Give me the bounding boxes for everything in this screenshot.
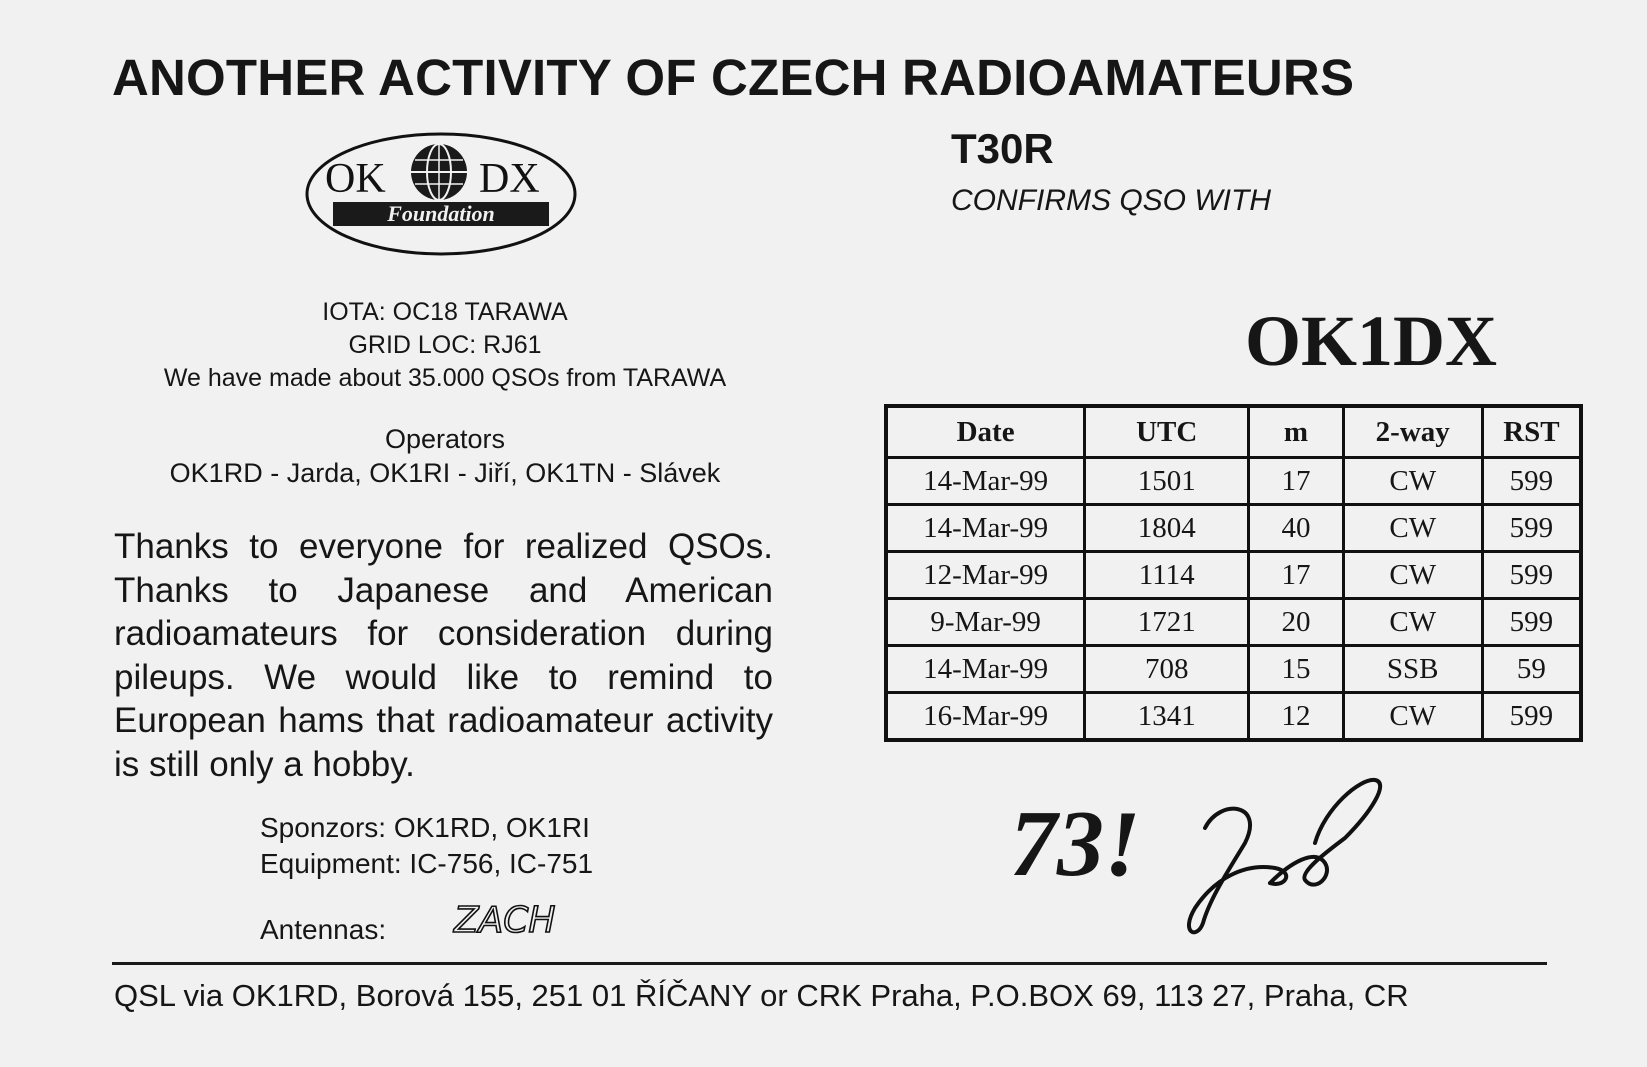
station-info xyxy=(100,296,790,395)
cell-rst: 599 xyxy=(1482,505,1581,552)
cell-utc: 1114 xyxy=(1085,552,1249,599)
ok-dx-foundation-logo xyxy=(303,130,579,258)
table-row xyxy=(886,646,1581,693)
cell-utc: 1501 xyxy=(1085,458,1249,505)
cell-mode: CW xyxy=(1343,458,1482,505)
table-row xyxy=(886,599,1581,646)
antennas-label: Antennas: xyxy=(260,914,387,945)
logo-foundation-text: Foundation xyxy=(387,201,495,226)
cell-utc: 708 xyxy=(1085,646,1249,693)
logo-dx-text: DX xyxy=(479,156,540,202)
cell-rst: 599 xyxy=(1482,693,1581,741)
cell-mode: CW xyxy=(1343,505,1482,552)
cell-band: 12 xyxy=(1249,693,1343,741)
cell-date: 14-Mar-99 xyxy=(886,646,1085,693)
cell-date: 14-Mar-99 xyxy=(886,458,1085,505)
cell-mode: CW xyxy=(1343,693,1482,741)
table-row xyxy=(886,458,1581,505)
station-callsign: T30R xyxy=(951,125,1054,172)
cell-date: 16-Mar-99 xyxy=(886,693,1085,741)
handwritten-signature xyxy=(1175,768,1415,938)
operators-list: OK1RD - Jarda, OK1RI - Jiří, OK1TN - Slávek xyxy=(169,458,721,488)
cell-date: 14-Mar-99 xyxy=(886,505,1085,552)
qsl-route-line: QSL via OK1RD, Borová 155, 251 01 ŘÍČANY or CRK Praha, P.O.BOX 69, 113 27, Praha, CR xyxy=(114,978,1409,1013)
cell-band: 17 xyxy=(1249,552,1343,599)
qso-table xyxy=(884,404,1583,742)
cell-band: 20 xyxy=(1249,599,1343,646)
grid-locator-line: GRID LOC: RJ61 xyxy=(348,331,542,359)
cell-band: 15 xyxy=(1249,646,1343,693)
header-band: m xyxy=(1249,406,1343,458)
header-mode: 2-way xyxy=(1343,406,1482,458)
cell-rst: 599 xyxy=(1482,552,1581,599)
cell-utc: 1341 xyxy=(1085,693,1249,741)
sponsor-info xyxy=(260,810,593,882)
cell-band: 17 xyxy=(1249,458,1343,505)
header-utc: UTC xyxy=(1085,406,1249,458)
globe-icon xyxy=(411,144,467,200)
cell-date: 12-Mar-99 xyxy=(886,552,1085,599)
header-rst: RST xyxy=(1482,406,1581,458)
card-title: ANOTHER ACTIVITY OF CZECH RADIOAMATEURS xyxy=(112,49,1355,106)
qso-table-header-row xyxy=(886,406,1581,458)
cell-mode: CW xyxy=(1343,599,1482,646)
confirms-text: CONFIRMS QSO WITH xyxy=(951,184,1271,217)
header-date: Date xyxy=(886,406,1085,458)
cell-band: 40 xyxy=(1249,505,1343,552)
cell-rst: 59 xyxy=(1482,646,1581,693)
table-row xyxy=(886,693,1581,741)
cell-rst: 599 xyxy=(1482,599,1581,646)
thanks-paragraph: Thanks to everyone for realized QSOs. Thanks to Japanese and American radioamateurs for consideration during pileups. We would like to remind to European hams that radioamateur activity is still only a hobby. xyxy=(114,527,773,784)
table-row xyxy=(886,552,1581,599)
sponsors-line: Sponzors: OK1RD, OK1RI xyxy=(260,812,590,843)
qso-count-line: We have made about 35.000 QSOs from TARAWA xyxy=(163,364,727,392)
zach-logo-text: ZACH xyxy=(454,900,556,941)
iota-line: IOTA: OC18 TARAWA xyxy=(322,298,568,326)
to-callsign: OK1DX xyxy=(1245,301,1497,381)
cell-date: 9-Mar-99 xyxy=(886,599,1085,646)
cell-utc: 1721 xyxy=(1085,599,1249,646)
footer-divider xyxy=(112,962,1547,965)
equipment-line: Equipment: IC-756, IC-751 xyxy=(260,848,594,879)
cell-utc: 1804 xyxy=(1085,505,1249,552)
zach-antenna-logo xyxy=(446,890,566,945)
cell-rst: 599 xyxy=(1482,458,1581,505)
operators-title: Operators xyxy=(384,424,506,454)
closing-73: 73! xyxy=(1010,792,1141,896)
table-row xyxy=(886,505,1581,552)
cell-mode: CW xyxy=(1343,552,1482,599)
logo-ok-text: OK xyxy=(325,156,386,202)
cell-mode: SSB xyxy=(1343,646,1482,693)
